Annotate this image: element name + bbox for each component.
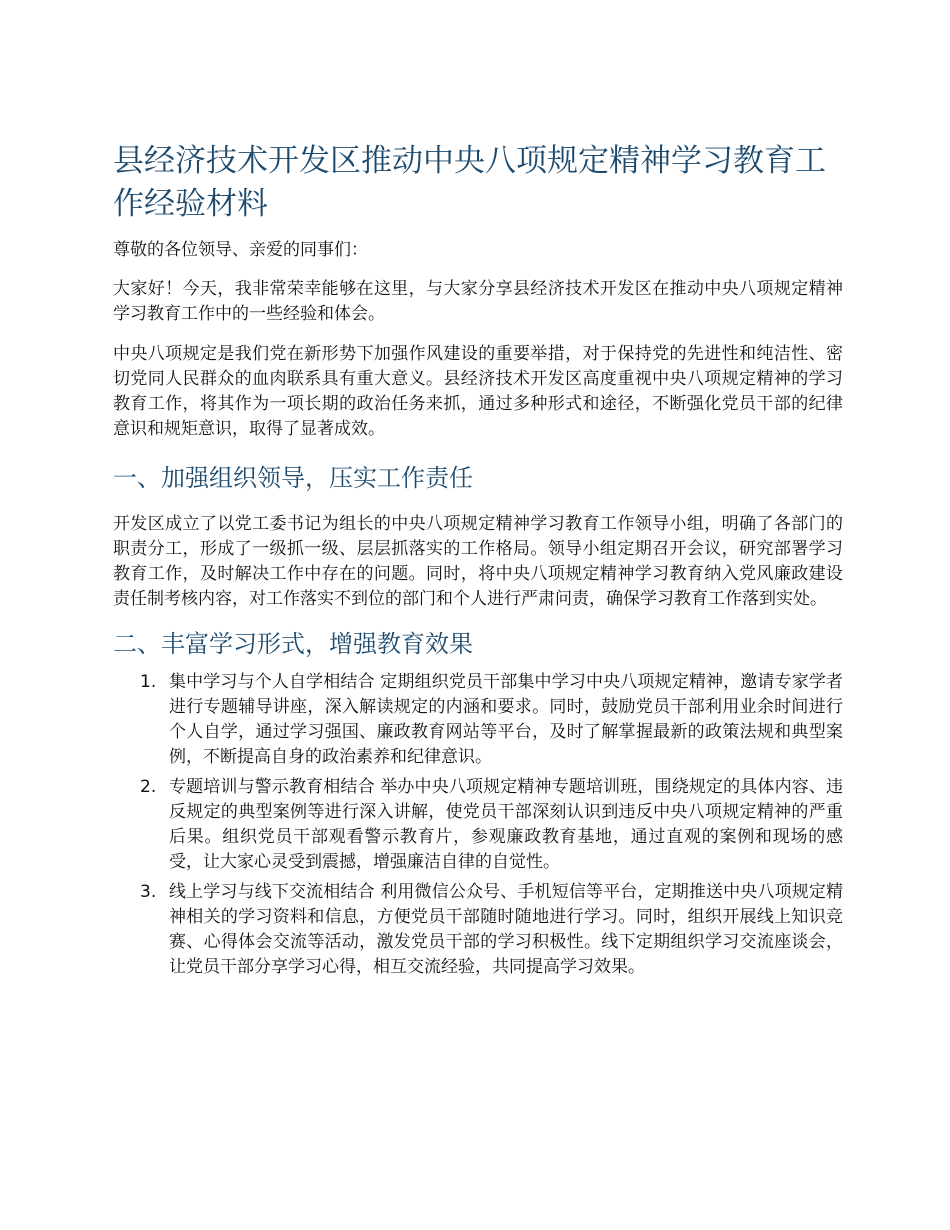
greeting: 尊敬的各位领导、亲爱的同事们：	[113, 240, 368, 260]
list-item-text: 专题培训与警示教育相结合 举办中央八项规定精神专题培训班，围绕规定的具体内容、违反规定的典型案例等进行深入讲解，使党员干部深刻认识到违反中央八项规定精神的严重后果。组织党员干部观看警示教育片，参观廉政教育基地，通过直观的案例和现场的感受，让大家心灵受到震撼，增强廉洁自律的自觉性。	[169, 777, 843, 872]
list-item	[113, 775, 843, 875]
list-item-text: 集中学习与个人自学相结合 定期组织党员干部集中学习中央八项规定精神，邀请专家学者进行专题辅导讲座，深入解读规定的内涵和要求。同时，鼓励党员干部利用业余时间进行个人自学，通过学习强国、廉政教育网站等平台，及时了解掌握最新的政策法规和典型案例，不断提高自身的政治素养和纪律意识。	[169, 672, 843, 767]
numbered-list	[113, 670, 843, 980]
document-page	[113, 140, 843, 985]
list-number: 2.	[140, 777, 157, 797]
list-item	[113, 880, 843, 980]
document-title: 县经济技术开发区推动中央八项规定精神学习教育工作经验材料	[113, 143, 826, 222]
list-item	[113, 670, 843, 770]
section-heading: 二、丰富学习形式，增强教育效果	[113, 630, 473, 658]
list-number: 3.	[140, 882, 157, 902]
intro-paragraph: 中央八项规定是我们党在新形势下加强作风建设的重要举措，对于保持党的先进性和纯洁性、密切党同人民群众的血肉联系具有重大意义。县经济技术开发区高度重视中央八项规定精神的学习教育工作，将其作为一项长期的政治任务来抓，通过多种形式和途径，不断强化党员干部的纪律意识和规矩意识，取得了显著成效。	[113, 344, 843, 439]
section-paragraph: 开发区成立了以党工委书记为组长的中央八项规定精神学习教育工作领导小组，明确了各部门的职责分工，形成了一级抓一级、层层抓落实的工作格局。领导小组定期召开会议，研究部署学习教育工作，及时解决工作中存在的问题。同时，将中央八项规定精神学习教育纳入党风廉政建设责任制考核内容，对工作落实不到位的部门和个人进行严肃问责，确保学习教育工作落到实处。	[113, 514, 843, 609]
section-heading: 一、加强组织领导，压实工作责任	[113, 464, 473, 492]
list-number: 1.	[140, 672, 157, 692]
list-item-text: 线上学习与线下交流相结合 利用微信公众号、手机短信等平台，定期推送中央八项规定精神相关的学习资料和信息，方便党员干部随时随地进行学习。同时，组织开展线上知识竞赛、心得体会交流等活动，激发党员干部的学习积极性。线下定期组织学习交流座谈会，让党员干部分享学习心得，相互交流经验，共同提高学习效果。	[169, 882, 843, 977]
intro-paragraph: 大家好！今天，我非常荣幸能够在这里，与大家分享县经济技术开发区在推动中央八项规定精神学习教育工作中的一些经验和体会。	[113, 279, 843, 324]
